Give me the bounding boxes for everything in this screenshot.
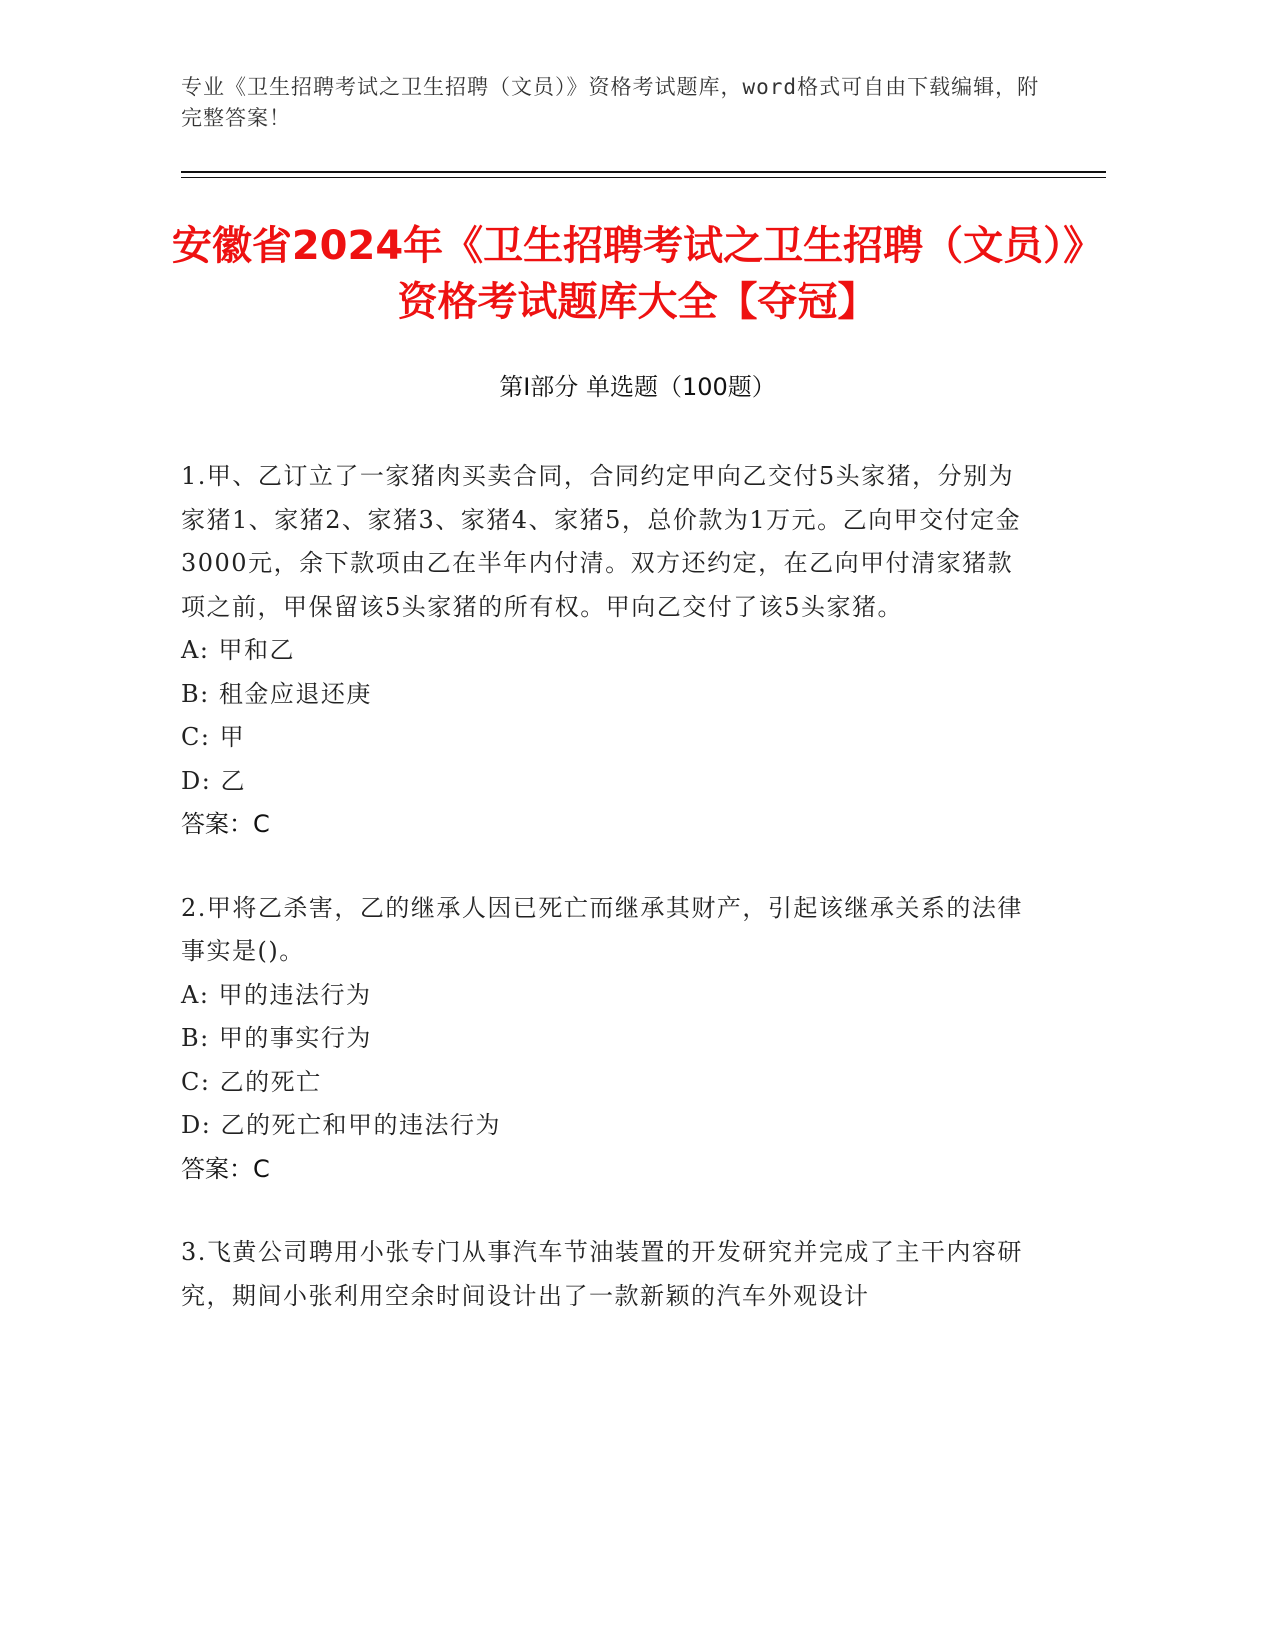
question-2 [181, 887, 1036, 1192]
question-stem: 1.甲、乙订立了一家猪肉买卖合同，合同约定甲向乙交付5头家猪，分别为家猪1、家猪2、家猪3、家猪4、家猪5，总价款为1万元。乙向甲交付定金3000元，余下款项由乙在半年内付清。双方还约定，在乙向甲付清家猪款项之前，甲保留该5头家猪的所有权。甲向乙交付了该5头家猪。 [181, 462, 1022, 621]
question-stem: 2.甲将乙杀害，乙的继承人因已死亡而继承其财产，引起该继承关系的法律事实是()。 [181, 893, 1023, 965]
header-note: 专业《卫生招聘考试之卫生招聘（文员）》资格考试题库，word格式可自由下载编辑，附完整答案！ [181, 75, 1040, 130]
option-d: D: 乙 [181, 766, 246, 795]
question-3 [181, 1231, 1036, 1318]
question-stem: 3.飞黄公司聘用小张专门从事汽车节油装置的开发研究并完成了主干内容研究，期间小张利用空余时间设计出了一款新颖的汽车外观设计 [181, 1238, 1023, 1310]
option-a: A: 甲和乙 [181, 636, 296, 664]
section-heading: 第Ⅰ部分 单选题（100题） [499, 373, 776, 401]
option-b: B: 租金应退还庚 [181, 679, 372, 708]
header-divider-thick [181, 171, 1106, 173]
option-a: A: 甲的违法行为 [181, 980, 372, 1009]
answer: 答案：C [181, 1154, 270, 1183]
option-c: C: 乙的死亡 [181, 1067, 322, 1096]
header-divider-thin [181, 177, 1106, 178]
option-d: D: 乙的死亡和甲的违法行为 [181, 1111, 501, 1139]
option-b: B: 甲的事实行为 [181, 1024, 372, 1052]
option-c: C: 甲 [181, 723, 246, 751]
question-1 [181, 455, 1036, 847]
answer: 答案：C [181, 810, 270, 838]
question-list [181, 455, 1036, 1358]
document-title: 安徽省2024年《卫生招聘考试之卫生招聘（文员）》资格考试题库大全【夺冠】 [171, 223, 1104, 325]
